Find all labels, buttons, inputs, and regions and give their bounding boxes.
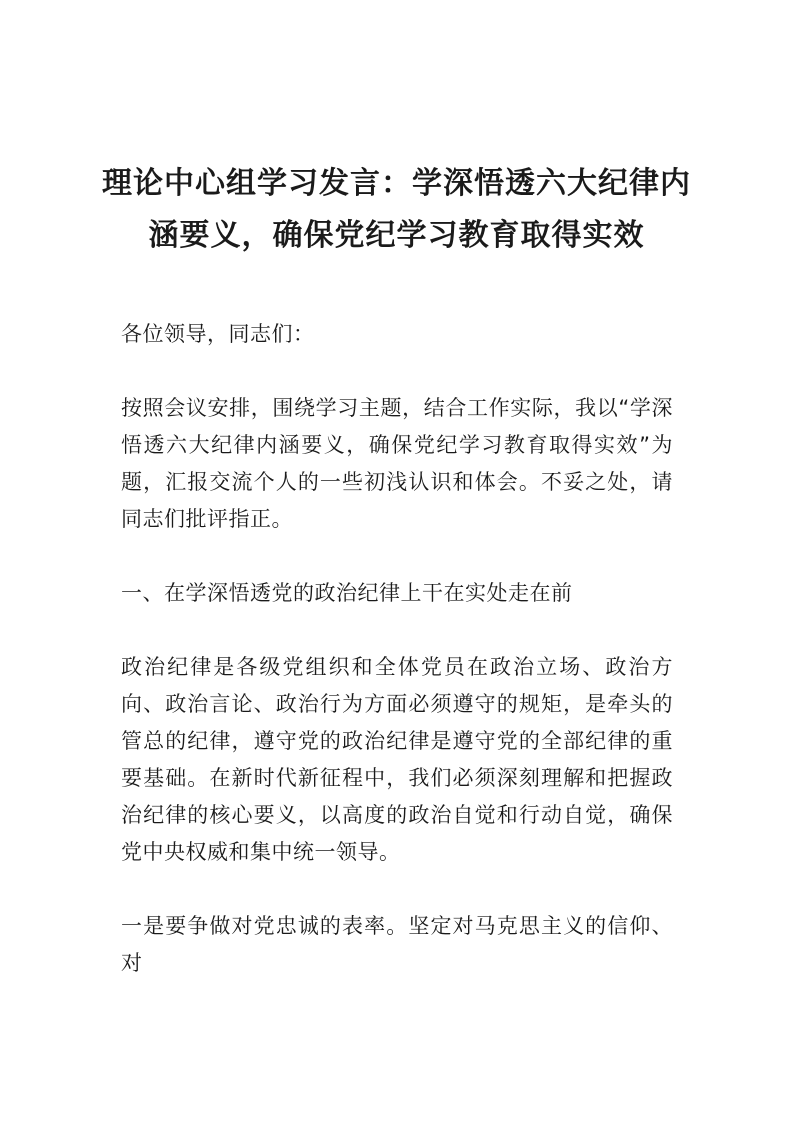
intro-paragraph: 按照会议安排，围绕学习主题，结合工作实际，我以“学深悟透六大纪律内涵要义，确保党纪学习教育取得实效”为题，汇报交流个人的一些初浅认识和体会。不妥之处，请同志们批评指正。 (121, 396, 673, 531)
political-discipline-paragraph: 政治纪律是各级党组织和全体党员在政治立场、政治方向、政治言论、政治行为方面必须遵守的规矩，是牵头的管总的纪律，遵守党的政治纪律是遵守党的全部纪律的重要基础。在新时代新征程中，我们必须深刻理解和把握政治纪律的核心要义，以高度的政治自觉和行动自觉，确保党中央权威和集中统一领导。 (121, 655, 673, 864)
document-title: 理论中心组学习发言：学深悟透六大纪律内涵要义，确保党纪学习教育取得实效 (102, 166, 691, 253)
point-one-paragraph: 一是要争做对党忠诚的表率。坚定对马克思主义的信仰、对 (121, 914, 673, 975)
section-heading-1: 一、在学深悟透党的政治纪律上干在实处走在前 (121, 581, 573, 605)
document-body (121, 316, 673, 982)
salutation-paragraph: 各位领导，同志们： (121, 322, 315, 346)
